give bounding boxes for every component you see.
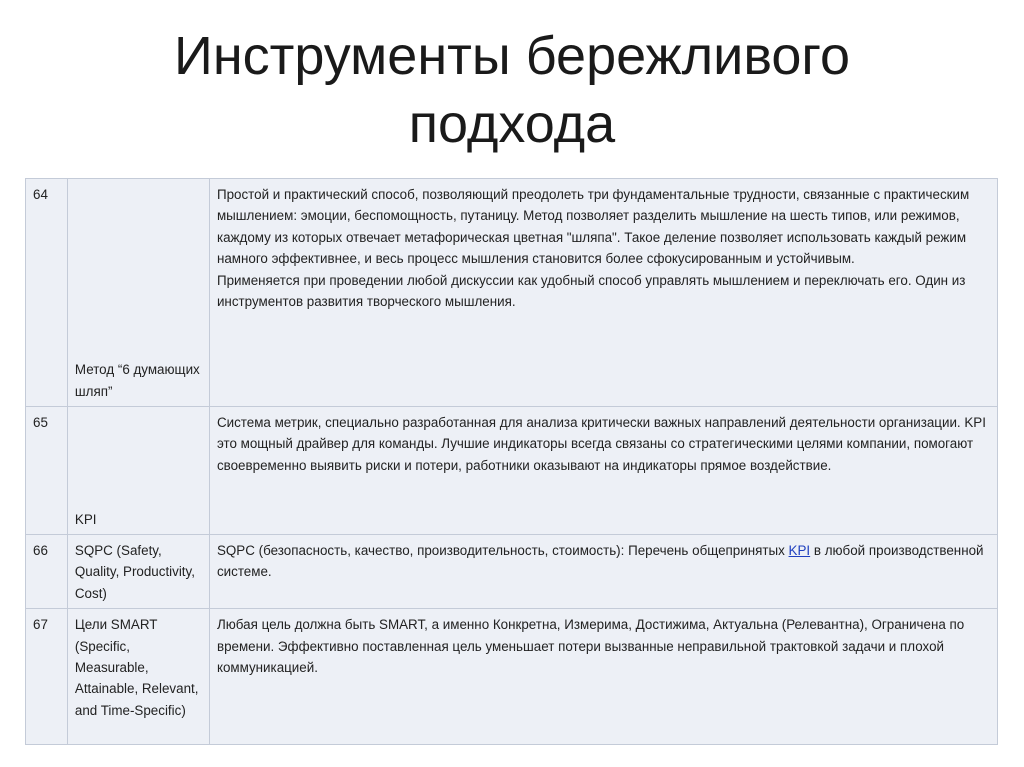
tool-description: [209, 535, 997, 609]
slide-title: [0, 22, 1024, 158]
row-number: 66: [26, 535, 68, 609]
row-number: 64: [26, 179, 68, 407]
slide-title-line-1: Инструменты бережливого: [174, 26, 850, 86]
slide-title-line-2: подхода: [408, 94, 616, 154]
tool-name: Цели SMART (Specific, Measurable, Attainable, Relevant, and Time-Specific): [67, 609, 209, 745]
tool-description: Любая цель должна быть SMART, а именно Конкретна, Измерима, Достижима, Актуальна (Релевантна), Ограничена по времени. Эффективно поставленная цель уменьшает потери вызванные неправильной трактовкой задачи и плохой коммуникацией.: [209, 609, 997, 745]
kpi-link[interactable]: KPI: [788, 543, 811, 558]
table-row: [26, 179, 998, 407]
description-paragraph: Применяется при проведении любой дискуссии как удобный способ управлять мышлением и переключать его. Один из инструментов развития творческого мышления.: [216, 272, 966, 310]
tools-table: [25, 178, 998, 745]
table-row: [26, 535, 998, 609]
description-paragraph: Простой и практический способ, позволяющий преодолеть три фундаментальные трудности, связанные с практическим мышлением: эмоции, беспомощность, путаницу. Метод позволяет разделить мышление на шесть типов, или режимов, каждому из которых отвечает метафорическая цветная "шляпа". Такое деление позволяет использовать каждый режим намного эффективнее, и весь процесс мышления становится более сфокусированным и устойчивым.: [216, 187, 970, 267]
tool-description: [209, 179, 997, 407]
table-row: [26, 609, 998, 745]
tool-name: KPI: [67, 407, 209, 535]
description-text-after: в любой производственной системе.: [216, 543, 984, 580]
tool-name: Метод “6 думающих шляп”: [67, 179, 209, 407]
description-text-before: SQPC (безопасность, качество, производительность, стоимость): Перечень общепринятых: [216, 543, 789, 558]
row-number: 65: [26, 407, 68, 535]
tool-description: Система метрик, специально разработанная для анализа критически важных направлений деятельности организации. KPI это мощный драйвер для команды. Лучшие индикаторы всегда связаны со стратегическими целями компании, помогают своевременно выявить риски и потери, работники оказывают на индикаторы прямое воздействие.: [209, 407, 997, 535]
row-number: 67: [26, 609, 68, 745]
tool-name: SQPC (Safety, Quality, Productivity, Cost): [67, 535, 209, 609]
table-row: [26, 407, 998, 535]
